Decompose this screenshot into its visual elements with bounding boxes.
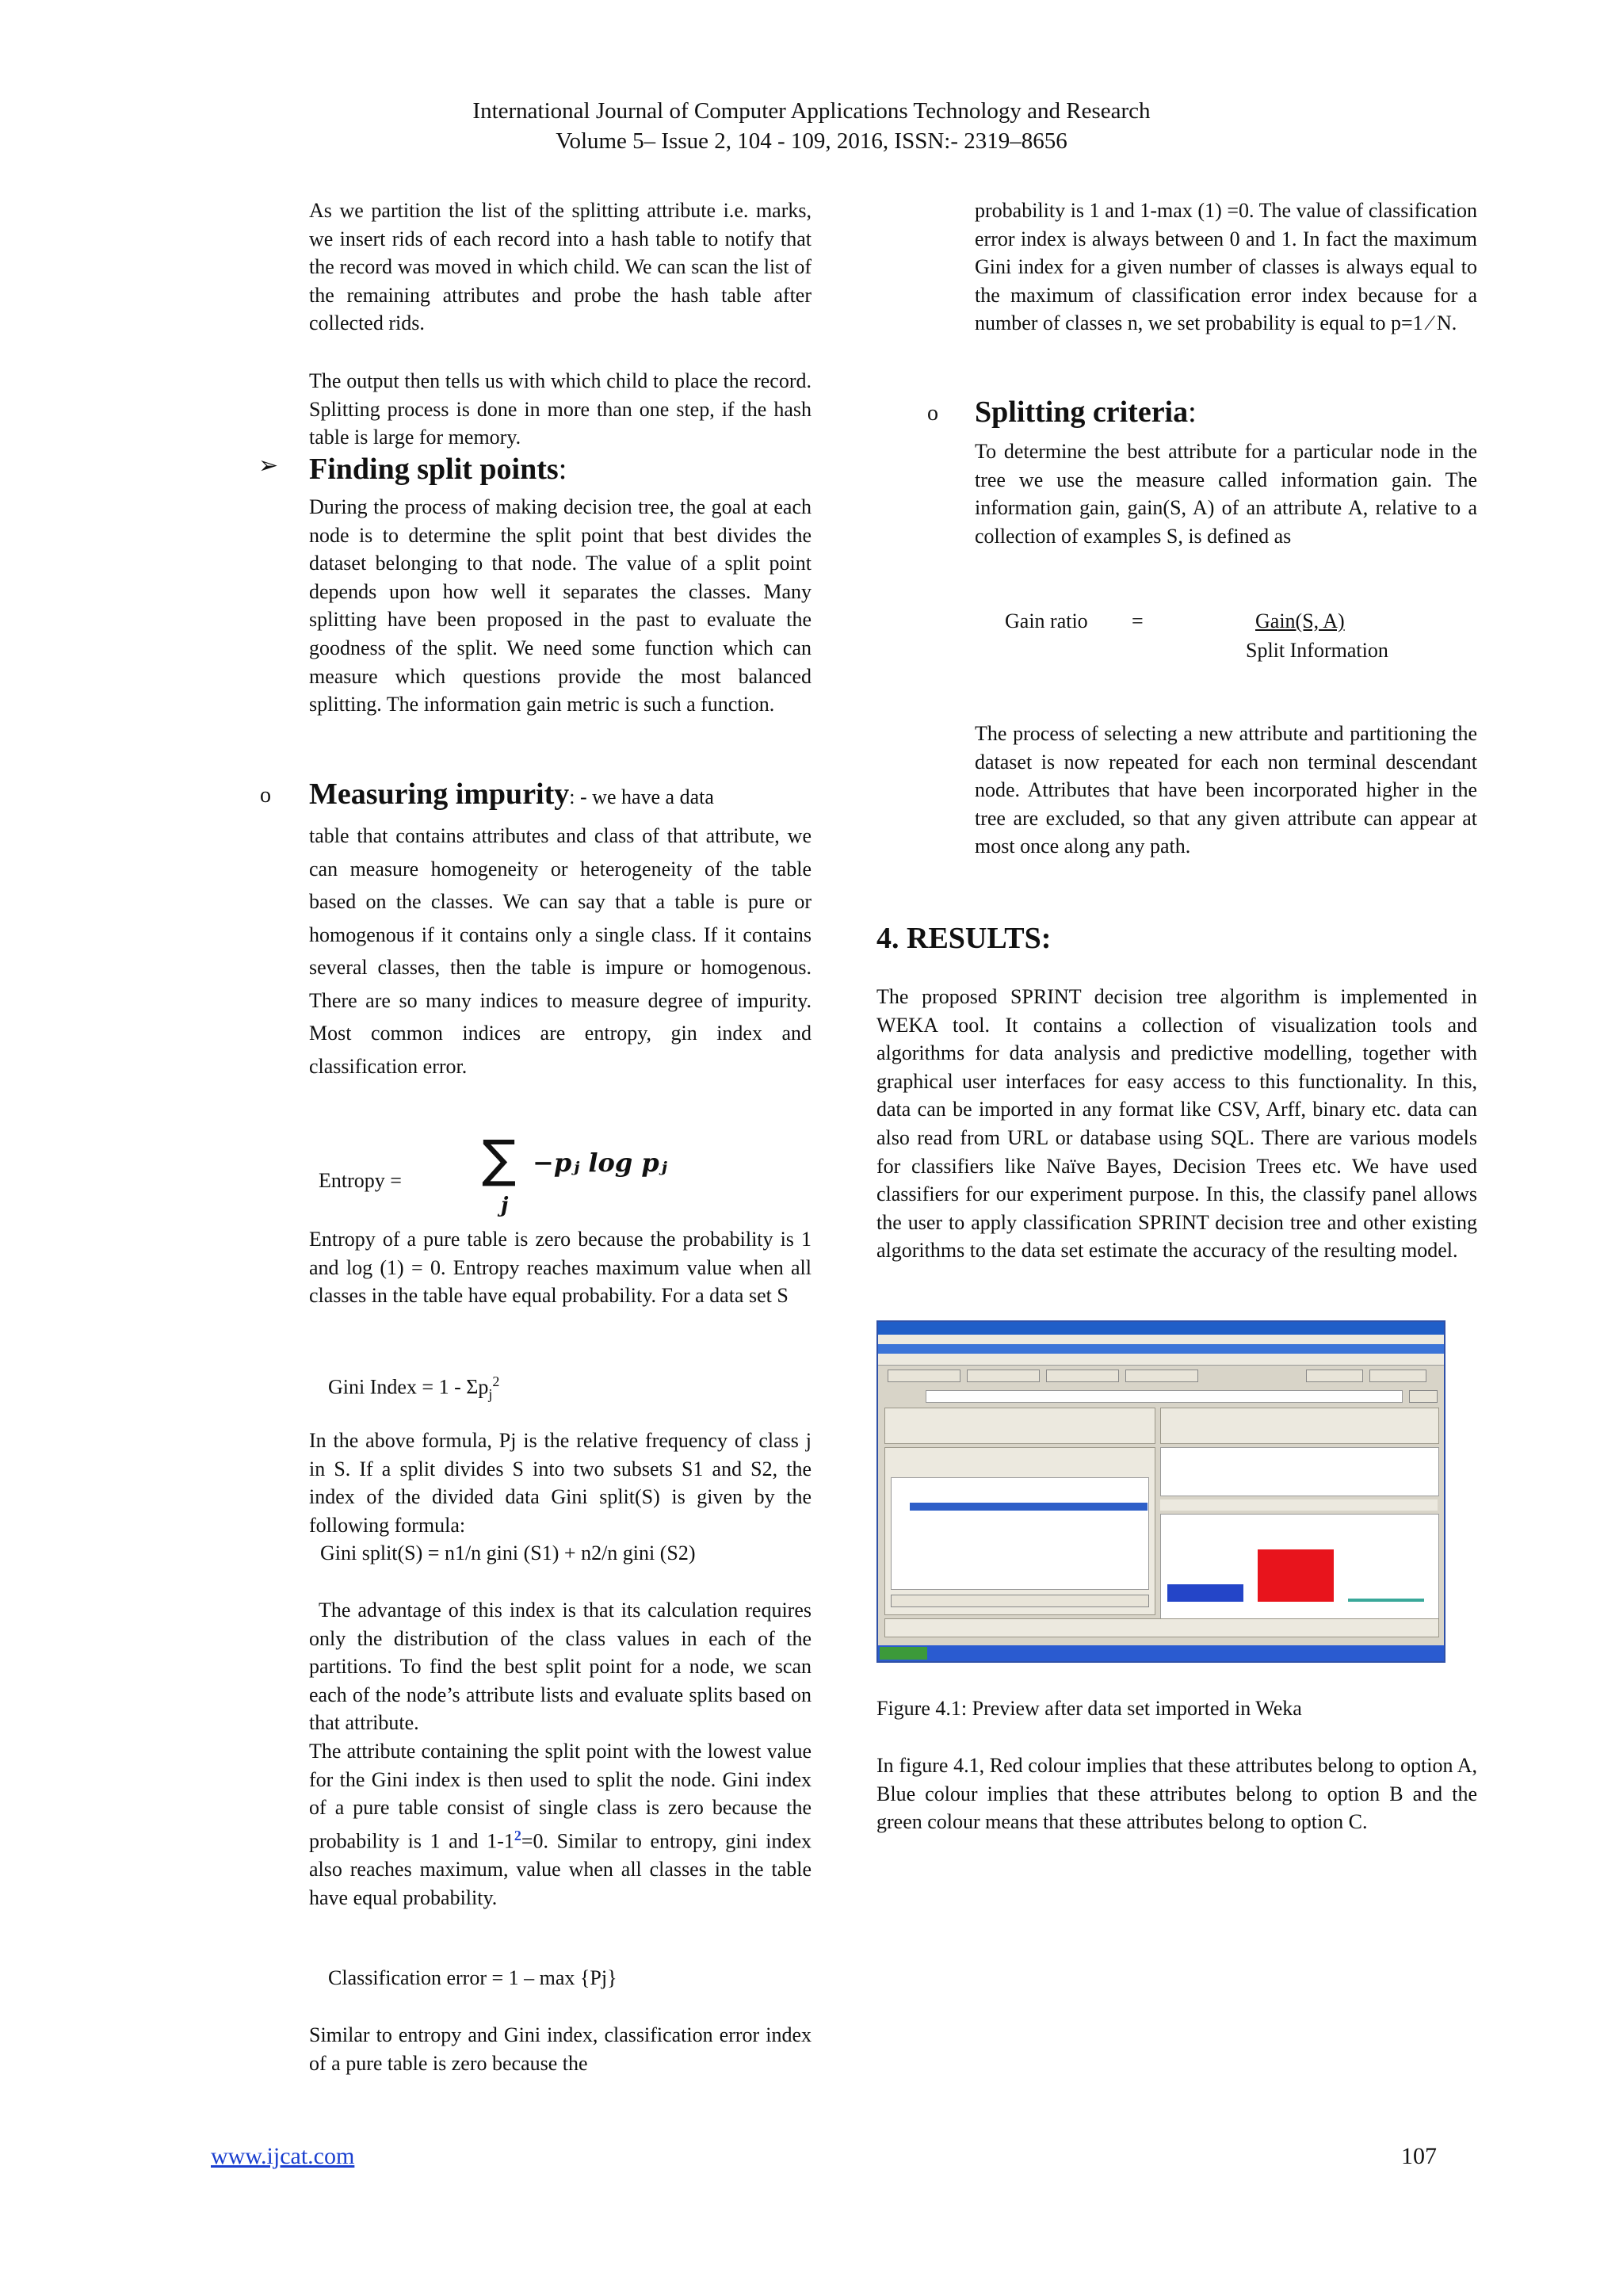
selected-attribute-row	[910, 1503, 1148, 1511]
results-body: The proposed SPRINT decision tree algorithm is implemented in WEKA tool. It contains a collection of visualization tools and algorithms for data analysis and predictive modelling, together with graphical user interfaces for easy access to this functionality. In this, data can be imported in any format like CSV, Arff, binary etc. data can also read from URL or database using SQL. There are various models for classifiers like Naïve Bayes, Decision Trees etc. We have used classifiers for our experiment purpose. In this, the classify panel allows the user to apply classification SPRINT decision tree and other existing algorithms to the data set estimate the accuracy of the resulting model.	[876, 985, 1477, 1263]
bar-option-c	[1348, 1599, 1424, 1602]
figure-explanation: In figure 4.1, Red colour implies that these attributes belong to option A, Blue colour implies that these attributes belong to option B and the green colour means that these attributes belong to option C.	[876, 1754, 1477, 1834]
results-heading: 4. RESULTS:	[876, 922, 1052, 955]
classification-error-formula: Classification error = 1 – max {Pj}	[328, 1966, 617, 1989]
left-para-1: As we partition the list of the splitting attribute i.e. marks, we insert rids of each record into a hash table to notify that the record was moved in which child. We can scan the list of the remaining attributes and probe the hash table after collected rids.	[309, 199, 812, 335]
windows-taskbar	[878, 1645, 1444, 1661]
open-db-button	[1046, 1370, 1119, 1382]
circle-bullet-icon: o	[927, 401, 938, 426]
lowest-value-para: The attribute containing the split point with the lowest value for the Gini index is then used to split the node. Gini index of a pure table consist of single class is zero because the probability is 1 and $1-1^2=0$. Similar to entropy, gini index also reaches maximum, value when all classes in the table have equal probability.	[309, 1740, 812, 1909]
open-file-button	[888, 1370, 960, 1382]
filter-field	[926, 1390, 1403, 1403]
journal-title: International Journal of Computer Applications Technology and Research	[472, 98, 1151, 124]
attribute-list	[891, 1477, 1149, 1590]
heading-measuring-impurity: Measuring impurity: - we have a data	[309, 777, 714, 811]
entropy-text: Entropy of a pure table is zero because the probability is 1 and log (1) = 0. Entropy reaches maximum value when all classes in the table have equal probability. For a data set S	[309, 1228, 812, 1308]
page-number: 107	[1401, 2143, 1437, 2169]
process-para: The process of selecting a new attribute and partitioning the dataset is now repeated for each non terminal descendant node. Attributes that have been incorporated higher in the tree are excluded, so that any given attribute can appear at most once along any path.	[975, 722, 1477, 858]
weka-title-bar	[878, 1322, 1444, 1335]
right-para-1: probability is 1 and 1-max (1) =0. The value of classification error index is always between 0 and 1. In fact the maximum Gini index for a given number of classes is always equal to the maximum of classification error index because for a number of classes n, we set probability is equal to p=1 ⁄ N.	[975, 199, 1477, 335]
apply-button	[1409, 1390, 1438, 1403]
gini-split-formula: Gini split(S) = n1/n gini (S1) + n2/n gini (S2)	[320, 1541, 696, 1564]
figure-caption: Figure 4.1: Preview after data set imported in Weka	[876, 1697, 1302, 1720]
similar-para: Similar to entropy and Gini index, classification error index of a pure table is zero because the	[309, 2023, 812, 2075]
entropy-term: −pⱼ log pⱼ	[533, 1148, 667, 1178]
gain-denominator: Split Information	[1246, 639, 1388, 662]
remove-button	[891, 1595, 1149, 1607]
histogram-area	[1160, 1514, 1439, 1623]
equals-sign: =	[1132, 609, 1144, 632]
selected-attribute-panel	[1160, 1408, 1439, 1444]
gain-numerator: Gain(S, A)	[1255, 609, 1345, 632]
generate-button	[1125, 1370, 1198, 1382]
open-url-button	[967, 1370, 1040, 1382]
stats-table	[1160, 1447, 1439, 1496]
status-panel	[884, 1618, 1439, 1637]
finding-split-body: During the process of making decision tree, the goal at each node is to determine the split point that best divides the dataset belonging to that node. The value of a split point depends upon how well it separates the classes. Many splitting have been proposed in the past to evaluate the goodness of the split. We need some function which can measure which questions provide the most balanced splitting. The information gain metric is such a function.	[309, 495, 812, 716]
gain-ratio-label: Gain ratio	[1005, 609, 1088, 632]
bar-option-b	[1167, 1584, 1243, 1602]
gini-text: In the above formula, Pj is the relative frequency of class j in S. If a split divides S into two subsets S1 and S2, the index of the divided data Gini split(S) is given by the following formula:	[309, 1429, 812, 1537]
save-button	[1369, 1370, 1426, 1382]
entropy-label: Entropy =	[319, 1169, 402, 1192]
circle-bullet-icon: o	[260, 783, 271, 808]
weka-explorer-bar	[878, 1344, 1444, 1354]
heading-splitting-criteria: Splitting criteria:	[975, 395, 1197, 429]
current-relation-panel	[884, 1408, 1155, 1444]
weka-screenshot	[876, 1320, 1445, 1663]
edit-button	[1306, 1370, 1363, 1382]
measuring-impurity-body: table that contains attributes and class of that attribute, we can measure homogeneity or heterogeneity of the table based on the classes. We can say that a table is pure or homogenous if it contains only a single class. If it contains several classes, then the table is impure or homogenous. There are so many indices to measure degree of impurity. Most common indices are entropy, gin index and classification error.	[309, 824, 812, 1078]
gini-index-formula: Gini Index = $1 - \Sigma p_j^2$	[328, 1373, 500, 1402]
bar-option-a	[1258, 1549, 1334, 1602]
class-selector	[1160, 1499, 1438, 1511]
weka-tabs	[878, 1354, 1444, 1366]
journal-url-link[interactable]: www.ijcat.com	[211, 2143, 355, 2169]
left-para-2: The output then tells us with which child to place the record. Splitting process is done in more than one step, if the hash table is large for memory.	[309, 369, 812, 449]
start-button	[880, 1647, 927, 1660]
heading-finding-split-points: Finding split points:	[309, 453, 567, 486]
splitting-criteria-body: To determine the best attribute for a particular node in the tree we use the measure called information gain. The information gain, gain(S, A) of an attribute A, relative to a collection of examples S, is defined as	[975, 440, 1477, 548]
arrow-bullet-icon: ➢	[258, 453, 279, 479]
journal-issue: Volume 5– Issue 2, 104 - 109, 2016, ISSN:- 2319–8656	[556, 128, 1067, 154]
sigma-subscript: j	[501, 1194, 509, 1217]
weka-menu-bar	[878, 1335, 1444, 1344]
advantage-para: The advantage of this index is that its calculation requires only the distribution of the class values in each of the partitions. To find the best split point for a node, we scan each of the node’s attribute lists and evaluate splits based on that attribute.	[309, 1599, 812, 1735]
sigma-icon: ∑	[482, 1130, 517, 1189]
